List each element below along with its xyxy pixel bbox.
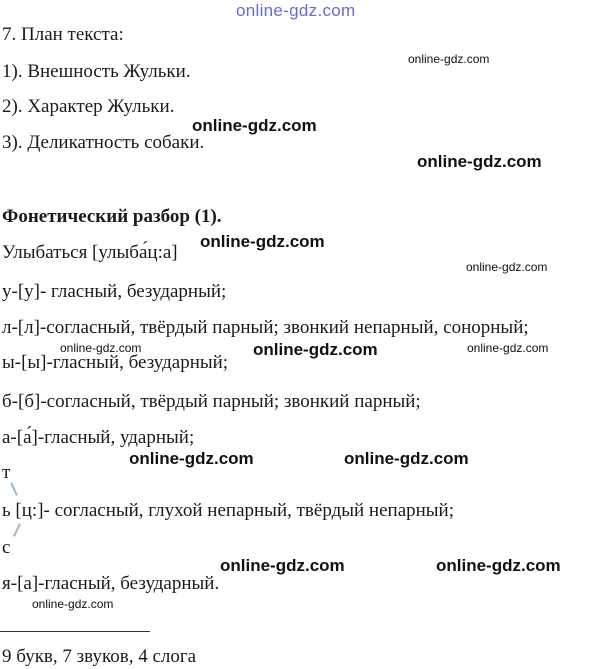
watermark: online-gdz.com	[467, 341, 549, 355]
watermark: online-gdz.com	[200, 232, 325, 251]
pen-mark	[13, 523, 21, 537]
watermark-top: online-gdz.com	[236, 1, 356, 20]
watermark: online-gdz.com	[129, 449, 254, 468]
analysis-line: б-[б]-согласный, твёрдый парный; звонкий парный;	[2, 391, 421, 412]
analysis-word: Улыбаться [улыба́ц:а]	[2, 242, 178, 263]
plan-item-1: 1). Внешность Жульки.	[2, 61, 191, 82]
analysis-line: я-[а]-гласный, безударный.	[2, 573, 220, 594]
watermark: online-gdz.com	[408, 52, 490, 66]
watermark: online-gdz.com	[192, 116, 317, 135]
pen-mark	[10, 482, 18, 496]
watermark: online-gdz.com	[466, 260, 548, 274]
analysis-line: у-[у]- гласный, безударный;	[2, 281, 227, 302]
analysis-line: а-[а́]-гласный, ударный;	[2, 427, 195, 448]
analysis-line: л-[л]-согласный, твёрдый парный; звонкий непарный, сонорный;	[2, 317, 529, 338]
watermark: online-gdz.com	[32, 597, 114, 611]
plan-title: 7. План текста:	[2, 24, 124, 45]
analysis-summary: 9 букв, 7 звуков, 4 слога	[2, 646, 197, 667]
watermark: online-gdz.com	[344, 449, 469, 468]
analysis-heading: Фонетический разбор (1).	[2, 206, 222, 227]
plan-item-2: 2). Характер Жульки.	[2, 96, 175, 117]
divider	[0, 631, 150, 632]
analysis-line: ь [ц:]- согласный, глухой непарный, твёрдый непарный;	[2, 500, 455, 521]
analysis-line: с	[2, 537, 11, 558]
analysis-line: т	[2, 462, 11, 483]
watermark: online-gdz.com	[60, 341, 142, 355]
watermark: online-gdz.com	[253, 340, 378, 359]
watermark: online-gdz.com	[417, 152, 542, 171]
watermark: online-gdz.com	[220, 556, 345, 575]
analysis-line: ы-[ы]-гласный, безударный;	[2, 352, 229, 373]
watermark: online-gdz.com	[436, 556, 561, 575]
plan-item-3: 3). Деликатность собаки.	[2, 132, 205, 153]
